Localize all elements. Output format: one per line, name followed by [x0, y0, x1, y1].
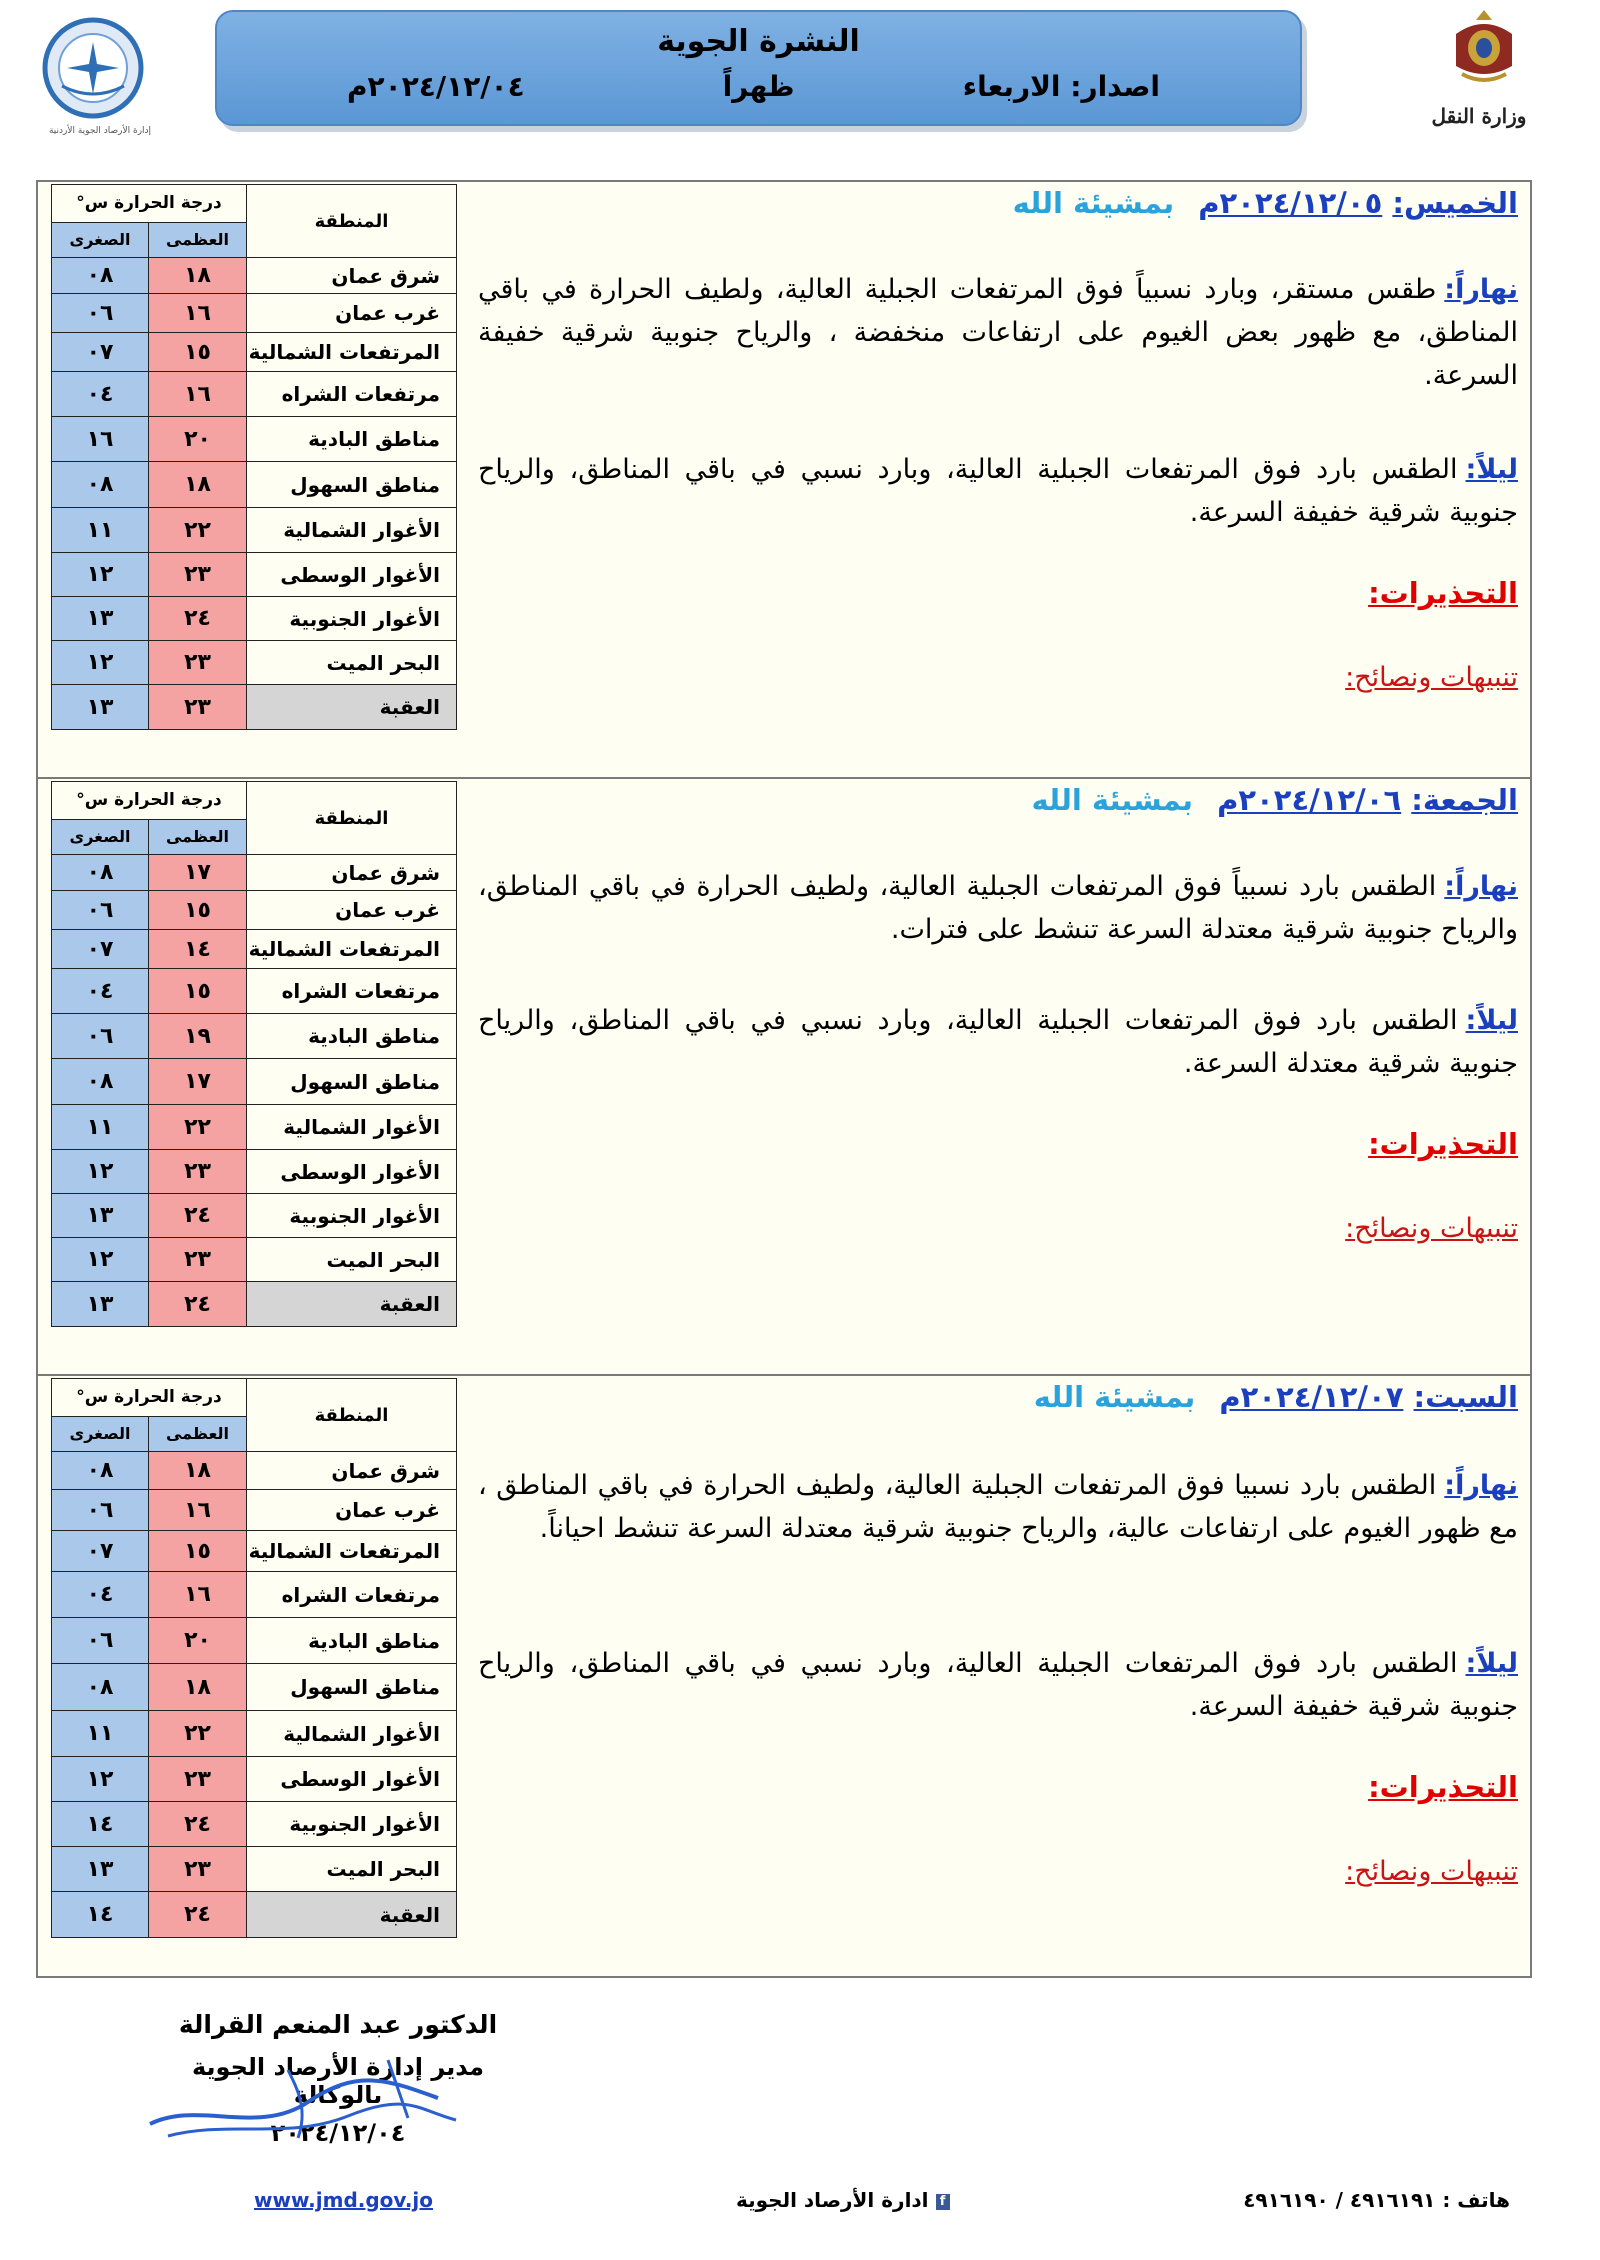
min-temp-cell: ٠٨	[52, 855, 149, 891]
day-heading	[1032, 783, 1518, 817]
region-cell: المرتفعات الشمالية	[247, 333, 457, 372]
day-text-block	[478, 182, 1518, 772]
max-temp-cell: ٢٤	[149, 597, 247, 641]
temperature-table	[51, 1378, 457, 1938]
min-temp-cell: ٠٤	[52, 1572, 149, 1618]
min-header: الصغرى	[52, 1416, 149, 1451]
region-cell: غرب عمان	[247, 1490, 457, 1531]
bulletin-title: النشرة الجوية	[657, 24, 860, 59]
min-header: الصغرى	[52, 222, 149, 257]
region-cell: البحر الميت	[247, 1238, 457, 1282]
region-cell: مرتفعات الشراه	[247, 1572, 457, 1618]
region-cell: الأغوار الوسطى	[247, 1757, 457, 1802]
director-name: الدكتور عبد المنعم القرالة	[178, 2010, 498, 2039]
table-row	[52, 417, 457, 462]
min-temp-cell: ٠٨	[52, 1452, 149, 1490]
facebook-label: ادارة الأرصاد الجوية	[736, 2188, 929, 2212]
max-temp-cell: ١٥	[149, 1531, 247, 1572]
inshallah-text: بمشيئة الله	[1012, 186, 1175, 220]
region-cell: الأغوار الوسطى	[247, 1150, 457, 1194]
max-temp-cell: ١٦	[149, 1490, 247, 1531]
day-date: ٢٠٢٤/١٢/٠٧م	[1219, 1380, 1404, 1414]
table-row	[52, 372, 457, 417]
max-temp-cell: ١٩	[149, 1014, 247, 1059]
max-temp-cell: ١٦	[149, 1572, 247, 1618]
table-row	[52, 685, 457, 730]
max-temp-cell: ٢٤	[149, 1282, 247, 1327]
max-temp-cell: ١٦	[149, 294, 247, 333]
min-temp-cell: ١٤	[52, 1892, 149, 1938]
table-row	[52, 1490, 457, 1531]
table-row	[52, 1757, 457, 1802]
phone-numbers: هاتف : ٤٩١٦١٩١ / ٤٩١٦١٩٠	[1243, 2188, 1510, 2212]
night-label: ليلاً:	[1465, 1005, 1518, 1036]
max-temp-cell: ٢٣	[149, 1847, 247, 1892]
min-temp-cell: ٠٨	[52, 258, 149, 294]
issue-period: ظهراً	[722, 70, 795, 103]
region-cell: الأغوار الجنوبية	[247, 1194, 457, 1238]
min-temp-cell: ١٣	[52, 685, 149, 730]
max-temp-cell: ١٤	[149, 930, 247, 969]
region-header: المنطقة	[247, 782, 457, 855]
night-forecast	[478, 448, 1518, 534]
region-cell: مناطق السهول	[247, 462, 457, 508]
min-temp-cell: ٠٨	[52, 1059, 149, 1105]
night-forecast-text: الطقس بارد فوق المرتفعات الجبلية العالية، وبارد نسبي في باقي المناطق، والرياح جنوبية شرقية خفيفة السرعة.	[478, 454, 1518, 528]
warnings-heading: التحذيرات:	[1368, 1770, 1518, 1804]
max-temp-cell: ١٧	[149, 1059, 247, 1105]
min-temp-cell: ١٦	[52, 417, 149, 462]
region-cell: الأغوار الشمالية	[247, 1105, 457, 1150]
table-row	[52, 1150, 457, 1194]
max-temp-cell: ٢٣	[149, 1150, 247, 1194]
min-temp-cell: ١٢	[52, 1238, 149, 1282]
temperature-header: درجة الحرارة س°	[52, 1379, 247, 1417]
table-row	[52, 1282, 457, 1327]
table-row	[52, 1238, 457, 1282]
table-row	[52, 641, 457, 685]
table-row	[52, 1194, 457, 1238]
night-forecast	[478, 1642, 1518, 1728]
table-row	[52, 891, 457, 930]
night-forecast-text: الطقس بارد فوق المرتفعات الجبلية العالية، وبارد نسبي في باقي المناطق، والرياح جنوبية شرقية معتدلة السرعة.	[478, 1005, 1518, 1079]
max-temp-cell: ٢٢	[149, 1711, 247, 1757]
table-row	[52, 855, 457, 891]
day-heading	[1034, 1380, 1518, 1414]
min-temp-cell: ٠٨	[52, 1664, 149, 1711]
region-cell: مرتفعات الشراه	[247, 372, 457, 417]
max-header: العظمى	[149, 1416, 247, 1451]
day-heading	[1013, 186, 1518, 220]
day-label: نهاراً:	[1444, 274, 1518, 305]
table-row	[52, 1847, 457, 1892]
table-row	[52, 294, 457, 333]
table-row	[52, 1802, 457, 1847]
region-cell: الأغوار الشمالية	[247, 508, 457, 553]
region-cell: الأغوار الجنوبية	[247, 597, 457, 641]
region-cell: مناطق البادية	[247, 417, 457, 462]
signature-block	[148, 2010, 528, 2147]
max-temp-cell: ٢٤	[149, 1892, 247, 1938]
region-cell: البحر الميت	[247, 641, 457, 685]
min-temp-cell: ١١	[52, 1711, 149, 1757]
warnings-heading: التحذيرات:	[1368, 1127, 1518, 1161]
table-row	[52, 258, 457, 294]
region-cell: مرتفعات الشراه	[247, 969, 457, 1014]
night-forecast-text: الطقس بارد فوق المرتفعات الجبلية العالية، وبارد نسبي في باقي المناطق، والرياح جنوبية شرقية خفيفة السرعة.	[478, 1648, 1518, 1722]
max-temp-cell: ٢٤	[149, 1194, 247, 1238]
max-temp-cell: ٢٣	[149, 685, 247, 730]
inshallah-text: بمشيئة الله	[1033, 1380, 1196, 1414]
region-cell: العقبة	[247, 685, 457, 730]
signature-date: ٢٠٢٤/١٢/٠٤	[270, 2119, 406, 2147]
max-header: العظمى	[149, 222, 247, 257]
temperature-table	[51, 781, 457, 1327]
region-cell: مناطق البادية	[247, 1014, 457, 1059]
min-temp-cell: ٠٦	[52, 891, 149, 930]
issue-day: اصدار: الاربعاء	[962, 70, 1160, 103]
table-row	[52, 930, 457, 969]
min-temp-cell: ٠٦	[52, 1014, 149, 1059]
table-row	[52, 333, 457, 372]
min-temp-cell: ١١	[52, 508, 149, 553]
day-label: نهاراً:	[1444, 1470, 1518, 1501]
max-temp-cell: ١٧	[149, 855, 247, 891]
region-cell: العقبة	[247, 1892, 457, 1938]
min-temp-cell: ١٢	[52, 1757, 149, 1802]
min-temp-cell: ٠٤	[52, 969, 149, 1014]
region-cell: مناطق البادية	[247, 1618, 457, 1664]
jmd-logo	[30, 16, 170, 136]
region-cell: الأغوار الجنوبية	[247, 1802, 457, 1847]
max-temp-cell: ١٨	[149, 258, 247, 294]
tips-heading: تنبيهات ونصائح:	[1345, 662, 1518, 693]
max-temp-cell: ٢٢	[149, 1105, 247, 1150]
day-forecast	[478, 1464, 1518, 1550]
max-temp-cell: ٢٠	[149, 1618, 247, 1664]
night-label: ليلاً:	[1465, 1648, 1518, 1679]
max-temp-cell: ٢٣	[149, 1238, 247, 1282]
region-cell: مناطق السهول	[247, 1664, 457, 1711]
min-temp-cell: ٠٨	[52, 462, 149, 508]
footer	[0, 2188, 1600, 2228]
max-temp-cell: ٢٣	[149, 553, 247, 597]
min-temp-cell: ٠٧	[52, 333, 149, 372]
jmd-caption: إدارة الأرصاد الجوية الأردنية	[48, 126, 152, 136]
day-forecast-text: الطقس بارد نسبيا فوق المرتفعات الجبلية العالية، ولطيف الحرارة في باقي المناطق ، مع ظهور الغيوم على ارتفاعات عالية، والرياح جنوبية شرقية معتدلة السرعة تنشط احياناً.	[478, 1470, 1518, 1544]
table-row	[52, 1105, 457, 1150]
region-cell: غرب عمان	[247, 891, 457, 930]
day-date: ٢٠٢٤/١٢/٠٥م	[1198, 186, 1383, 220]
max-temp-cell: ١٦	[149, 372, 247, 417]
issue-date: ٢٠٢٤/١٢/٠٤م	[347, 70, 525, 103]
min-temp-cell: ٠٦	[52, 1618, 149, 1664]
table-row	[52, 1664, 457, 1711]
table-row	[52, 1711, 457, 1757]
max-temp-cell: ١٥	[149, 333, 247, 372]
region-cell: المرتفعات الشمالية	[247, 1531, 457, 1572]
bulletin-banner	[215, 10, 1302, 126]
table-row	[52, 1531, 457, 1572]
min-temp-cell: ١٢	[52, 641, 149, 685]
ministry-caption: وزارة النقل	[1431, 104, 1527, 128]
day-forecast-text: طقس مستقر، وبارد نسبياً فوق المرتفعات الجبلية العالية، ولطيف الحرارة في باقي المناطق، مع ظهور بعض الغيوم على ارتفاعات منخفضة ، والرياح جنوبية شرقية خفيفة السرعة.	[478, 274, 1518, 391]
region-cell: العقبة	[247, 1282, 457, 1327]
table-row	[52, 508, 457, 553]
inshallah-text: بمشيئة الله	[1031, 783, 1193, 817]
min-temp-cell: ٠٧	[52, 1531, 149, 1572]
day-name: الجمعة:	[1411, 783, 1518, 817]
day-name: السبت:	[1413, 1380, 1518, 1414]
min-temp-cell: ١٢	[52, 553, 149, 597]
min-temp-cell: ١٣	[52, 1194, 149, 1238]
forecast-frame	[36, 180, 1532, 1978]
facebook-link[interactable]	[736, 2188, 950, 2212]
min-temp-cell: ١٢	[52, 1150, 149, 1194]
max-temp-cell: ٢٣	[149, 641, 247, 685]
max-header: العظمى	[149, 819, 247, 854]
region-cell: البحر الميت	[247, 1847, 457, 1892]
min-temp-cell: ٠٧	[52, 930, 149, 969]
tips-heading: تنبيهات ونصائح:	[1345, 1856, 1518, 1887]
night-forecast	[478, 999, 1518, 1085]
table-row	[52, 969, 457, 1014]
temperature-header: درجة الحرارة س°	[52, 185, 247, 223]
max-temp-cell: ٢٠	[149, 417, 247, 462]
max-temp-cell: ٢٤	[149, 1802, 247, 1847]
day-name: الخميس:	[1392, 186, 1518, 220]
table-row	[52, 553, 457, 597]
max-temp-cell: ٢٣	[149, 1757, 247, 1802]
region-cell: شرق عمان	[247, 855, 457, 891]
day-section-friday	[38, 779, 1530, 1376]
min-temp-cell: ٠٦	[52, 1490, 149, 1531]
max-temp-cell: ١٨	[149, 1664, 247, 1711]
region-cell: الأغوار الشمالية	[247, 1711, 457, 1757]
region-header: المنطقة	[247, 185, 457, 258]
table-row	[52, 597, 457, 641]
warnings-heading: التحذيرات:	[1368, 576, 1518, 610]
region-cell: شرق عمان	[247, 1452, 457, 1490]
max-temp-cell: ١٥	[149, 969, 247, 1014]
day-text-block	[478, 779, 1518, 1369]
day-section-thursday	[38, 182, 1530, 779]
director-title: مدير إدارة الأرصاد الجوية بالوكالة	[191, 2053, 485, 2109]
min-temp-cell: ٠٤	[52, 372, 149, 417]
temperature-header: درجة الحرارة س°	[52, 782, 247, 820]
region-cell: غرب عمان	[247, 294, 457, 333]
table-row	[52, 1452, 457, 1490]
day-label: نهاراً:	[1444, 871, 1518, 902]
min-temp-cell: ٠٦	[52, 294, 149, 333]
table-row	[52, 462, 457, 508]
day-forecast-text: الطقس بارد نسبياً فوق المرتفعات الجبلية العالية، ولطيف الحرارة في باقي المناطق، والرياح جنوبية شرقية معتدلة السرعة تنشط على فترات.	[478, 871, 1518, 945]
region-header: المنطقة	[247, 1379, 457, 1452]
region-cell: مناطق السهول	[247, 1059, 457, 1105]
night-label: ليلاً:	[1465, 454, 1518, 485]
ministry-logo	[1414, 4, 1544, 130]
min-header: الصغرى	[52, 819, 149, 854]
table-row	[52, 1059, 457, 1105]
min-temp-cell: ١٤	[52, 1802, 149, 1847]
day-text-block	[478, 1376, 1518, 1966]
max-temp-cell: ١٥	[149, 891, 247, 930]
table-row	[52, 1572, 457, 1618]
region-cell: الأغوار الوسطى	[247, 553, 457, 597]
jmd-emblem-icon	[38, 16, 148, 120]
region-cell: شرق عمان	[247, 258, 457, 294]
min-temp-cell: ١٣	[52, 597, 149, 641]
day-forecast	[478, 268, 1518, 397]
tips-heading: تنبيهات ونصائح:	[1345, 1213, 1518, 1244]
max-temp-cell: ٢٢	[149, 508, 247, 553]
temperature-table	[51, 184, 457, 730]
min-temp-cell: ١٣	[52, 1847, 149, 1892]
table-row	[52, 1014, 457, 1059]
facebook-icon: f	[936, 2194, 950, 2210]
day-forecast	[478, 865, 1518, 951]
max-temp-cell: ١٨	[149, 1452, 247, 1490]
day-date: ٢٠٢٤/١٢/٠٦م	[1217, 783, 1402, 817]
day-section-saturday	[38, 1376, 1530, 1971]
handwritten-signature-icon	[138, 2040, 468, 2150]
table-row	[52, 1618, 457, 1664]
min-temp-cell: ١١	[52, 1105, 149, 1150]
website-link[interactable]: www.jmd.gov.jo	[254, 2188, 434, 2212]
table-row	[52, 1892, 457, 1938]
coat-of-arms-icon	[1442, 4, 1526, 88]
min-temp-cell: ١٣	[52, 1282, 149, 1327]
region-cell: المرتفعات الشمالية	[247, 930, 457, 969]
max-temp-cell: ١٨	[149, 462, 247, 508]
